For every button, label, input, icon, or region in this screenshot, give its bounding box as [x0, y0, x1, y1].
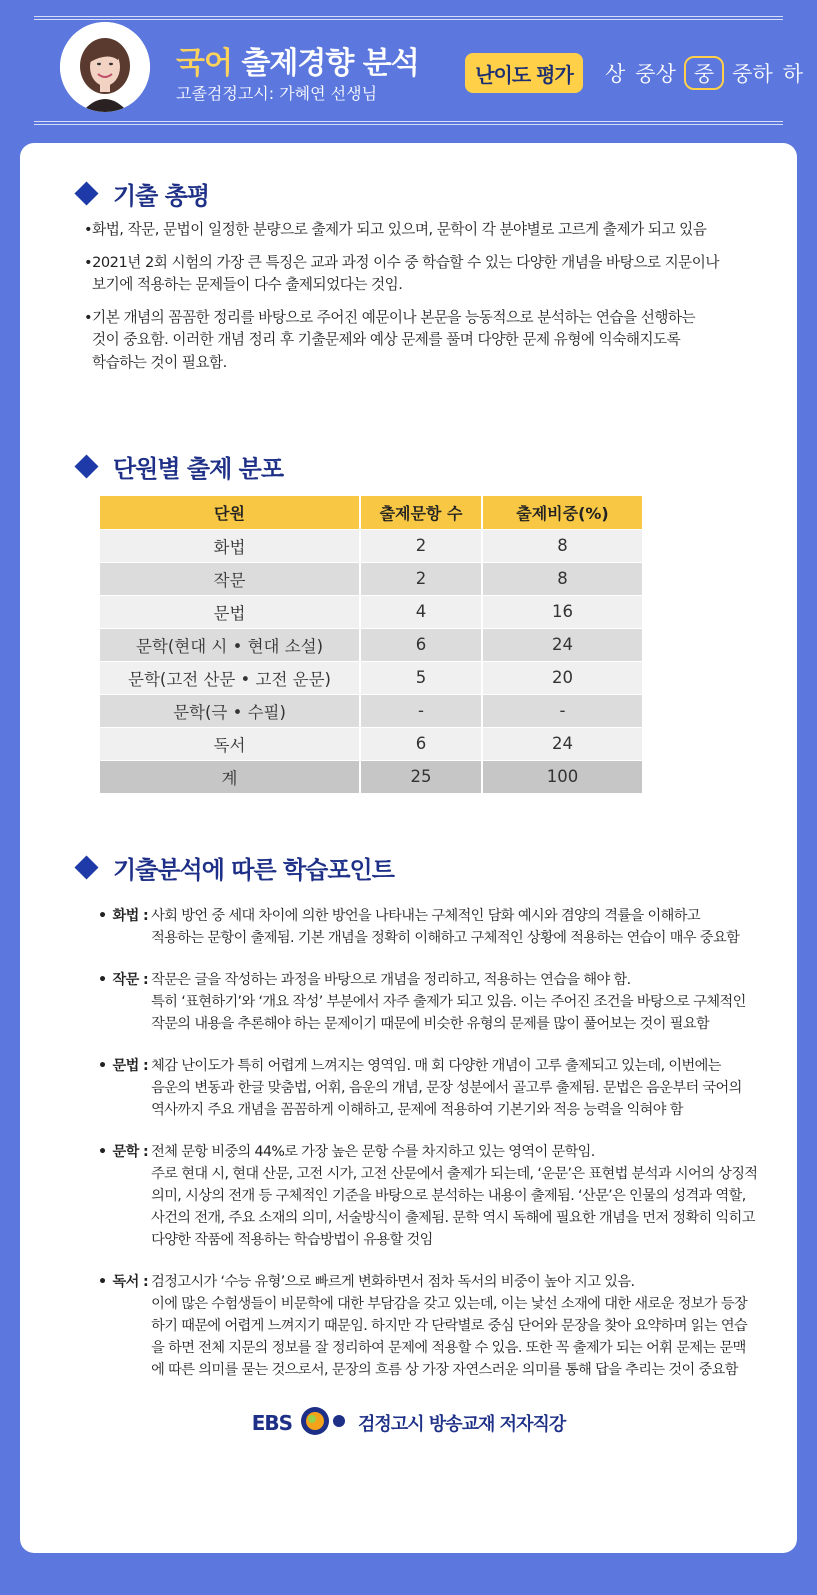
- summary-line: 학습하는 것이 필요함.: [92, 353, 227, 371]
- table-row: [100, 661, 643, 694]
- summary-item: [84, 252, 774, 297]
- difficulty-level-low: 하: [782, 62, 804, 86]
- learning-point-line: 에 따른 의미를 묻는 것으로서, 문장의 흐름 상 가장 자연스러운 의미를 통해 답을 추리는 것이 중요함: [151, 1362, 738, 1378]
- summary-line: •기본 개념의 꼼꼼한 정리를 바탕으로 주어진 예문이나 본문을 능동적으로 분석하는 연습을 선행하는: [84, 308, 696, 326]
- section-title-distribution: [78, 449, 283, 484]
- learning-point-literature: [98, 1141, 783, 1251]
- learning-point-label-text: 화법 :: [112, 908, 149, 924]
- table-cell-count: 5: [360, 661, 482, 694]
- learning-point-label-text: 독서 :: [112, 1274, 149, 1290]
- learning-point-line: 전체 문항 비중의 44%로 가장 높은 문항 수를 차지하고 있는 영역이 문학임.: [151, 1144, 595, 1160]
- learning-point-line: 검정고시가 ‘수능 유형’으로 빠르게 변화하면서 점차 독서의 비중이 높아 지고 있음.: [151, 1274, 635, 1290]
- table-cell-ratio: 8: [482, 529, 643, 562]
- difficulty-level-mid-selected: 중: [684, 56, 724, 90]
- table-cell-count: 4: [360, 595, 482, 628]
- footer-tagline: 검정고시 방송교재 저자직강: [358, 1414, 566, 1435]
- table-total-row: [100, 760, 643, 793]
- table-row: [100, 562, 643, 595]
- section-title-summary: [78, 176, 209, 211]
- learning-point-line: 역사까지 주요 개념을 꼼꼼하게 이해하고, 문제에 적용하여 기본기와 적응 능력을 익혀야 함: [151, 1102, 683, 1118]
- learning-point-line: 적용하는 문항이 출제됨. 기본 개념을 정확히 이해하고 구체적인 상황에 적용하는 연습이 매우 중요함: [151, 930, 740, 946]
- learning-point-text: [151, 1271, 783, 1381]
- footer: [20, 1406, 797, 1440]
- learning-point-speech: [98, 905, 783, 949]
- table-cell-unit: 화법: [100, 529, 360, 562]
- table-header-ratio: 출제비중(%): [482, 496, 643, 529]
- diamond-bullet-icon: [74, 181, 98, 205]
- summary-item: [84, 219, 774, 242]
- learning-point-line: 을 하면 전체 지문의 정보를 잘 정리하여 문제에 적용할 수 있음. 또한 꼭 출제가 되는 어휘 문제는 문맥: [151, 1340, 746, 1356]
- table-cell-ratio: 24: [482, 628, 643, 661]
- ebs-logo-icon: [300, 1406, 346, 1440]
- diamond-bullet-icon: [74, 855, 98, 879]
- table-header-count: 출제문항 수: [360, 496, 482, 529]
- learning-point-label: • 작문 :: [98, 972, 149, 988]
- learning-point-line: 주로 현대 시, 현대 산문, 고전 시가, 고전 산문에서 출제가 되는데, ‘운문’은 표현법 분석과 시어의 상징적: [151, 1166, 758, 1182]
- table-header-row: [100, 496, 643, 529]
- page-title: [176, 38, 419, 82]
- table-cell-unit: 문법: [100, 595, 360, 628]
- learning-point-line: 의미, 시상의 전개 등 구체적인 기준을 바탕으로 분석하는 내용이 출제됨. ‘산문’은 인물의 성격과 역할,: [151, 1188, 746, 1204]
- learning-point-label: • 문학 :: [98, 1144, 149, 1160]
- table-cell-count: 2: [360, 529, 482, 562]
- section-title-summary-text: 기출 총평: [113, 182, 210, 210]
- table-row: [100, 628, 643, 661]
- learning-point-line: 작문의 내용을 추론해야 하는 문제이기 때문에 비슷한 유형의 문제를 많이 풀어보는 것이 필요함: [151, 1016, 710, 1032]
- content-card: [20, 143, 797, 1553]
- table-cell-count: 25: [360, 760, 482, 793]
- learning-point-line: 체감 난이도가 특히 어렵게 느껴지는 영역임. 매 회 다양한 개념이 고루 출제되고 있는데, 이번에는: [151, 1058, 721, 1074]
- summary-item: [84, 307, 774, 375]
- learning-point-line: 특히 ‘표현하기’와 ‘개요 작성’ 부분에서 자주 출제가 되고 있음. 이는 주어진 조건을 바탕으로 구체적인: [151, 994, 746, 1010]
- table-cell-unit: 작문: [100, 562, 360, 595]
- learning-point-text: [151, 969, 783, 1035]
- table-cell-unit: 계: [100, 760, 360, 793]
- section-title-points-text: 기출분석에 따른 학습포인트: [113, 856, 394, 884]
- distribution-table: [100, 496, 644, 793]
- table-cell-ratio: 24: [482, 727, 643, 760]
- difficulty-level-mid-high: 중상: [635, 62, 676, 86]
- learning-point-text: [151, 1055, 783, 1121]
- diamond-bullet-icon: [74, 454, 98, 478]
- header-bottom-rule: [34, 121, 783, 122]
- learning-point-line: 이에 많은 수험생들이 비문학에 대한 부담감을 갖고 있는데, 이는 낯선 소재에 대한 새로운 정보가 등장: [151, 1296, 748, 1312]
- table-cell-unit: 문학(고전 산문 • 고전 운문): [100, 661, 360, 694]
- table-row: [100, 595, 643, 628]
- table-cell-ratio: -: [482, 694, 643, 727]
- ebs-logo-text: EBS: [251, 1411, 293, 1435]
- table-cell-count: 6: [360, 628, 482, 661]
- learning-point-line: 하기 때문에 어렵게 느껴지기 때문임. 하지만 각 단락별로 중심 단어와 문장을 찾아 요약하며 읽는 연습: [151, 1318, 748, 1334]
- section-title-distribution-text: 단원별 출제 분포: [113, 455, 283, 483]
- difficulty-levels: [600, 56, 808, 90]
- learning-point-label-text: 문학 :: [112, 1144, 149, 1160]
- table-cell-ratio: 8: [482, 562, 643, 595]
- learning-point-label: • 화법 :: [98, 908, 149, 924]
- table-cell-ratio: 20: [482, 661, 643, 694]
- header-top-rule: [34, 19, 783, 20]
- learning-points: [98, 905, 783, 1401]
- table-cell-count: 6: [360, 727, 482, 760]
- summary-line: •화법, 작문, 문법이 일정한 분량으로 출제가 되고 있으며, 문학이 각 분야별로 고르게 출제가 되고 있음: [84, 221, 707, 238]
- page-subtitle: 고졸검정고시: 가혜연 선생님: [176, 84, 378, 103]
- difficulty-level-high: 상: [605, 62, 626, 86]
- table-cell-ratio: 100: [482, 760, 643, 793]
- section-title-points: [78, 850, 394, 885]
- difficulty-badge: 난이도 평가: [465, 53, 583, 93]
- learning-point-label: • 문법 :: [98, 1058, 149, 1074]
- table-cell-count: -: [360, 694, 482, 727]
- learning-point-line: 음운의 변동과 한글 맞춤법, 어휘, 음운의 개념, 문장 성분에서 골고루 출제됨. 문법은 음운부터 국어의: [151, 1080, 742, 1096]
- learning-point-writing: [98, 969, 783, 1035]
- learning-point-label-text: 작문 :: [112, 972, 149, 988]
- learning-point-label-text: 문법 :: [112, 1058, 149, 1074]
- learning-point-grammar: [98, 1055, 783, 1121]
- learning-point-line: 작문은 글을 작성하는 과정을 바탕으로 개념을 정리하고, 적용하는 연습을 해야 함.: [151, 972, 631, 988]
- table-cell-unit: 문학(현대 시 • 현대 소설): [100, 628, 360, 661]
- learning-point-line: 사건의 전개, 주요 소재의 의미, 서술방식이 출제됨. 문학 역시 독해에 필요한 개념을 먼저 정확히 익히고: [151, 1210, 755, 1226]
- summary-line: •2021년 2회 시험의 가장 큰 특징은 교과 과정 이수 중 학습할 수 있는 다양한 개념을 바탕으로 지문이나: [84, 253, 719, 271]
- learning-point-reading: [98, 1271, 783, 1381]
- learning-point-line: 다양한 작품에 적용하는 학습방법이 유용할 것임: [151, 1232, 433, 1248]
- table-row: [100, 694, 643, 727]
- page-title-highlight: 국어: [176, 46, 232, 81]
- table-cell-unit: 문학(극 • 수필): [100, 694, 360, 727]
- page-title-rest: 출제경향 분석: [231, 46, 419, 81]
- learning-point-line: 사회 방언 중 세대 차이에 의한 방언을 나타내는 구체적인 담화 예시와 겸양의 격률을 이해하고: [151, 908, 700, 924]
- summary-line: 것이 중요함. 이러한 개념 정리 후 기출문제와 예상 문제를 풀며 다양한 문제 유형에 익숙해지도록: [92, 331, 681, 348]
- learning-point-text: [151, 1141, 783, 1251]
- table-row: [100, 529, 643, 562]
- header-top-rule: [34, 16, 783, 17]
- learning-point-label: • 독서 :: [98, 1274, 149, 1290]
- learning-point-text: [151, 905, 783, 949]
- table-cell-count: 2: [360, 562, 482, 595]
- table-header-unit: 단원: [100, 496, 360, 529]
- difficulty-level-mid-low: 중하: [732, 62, 773, 86]
- summary-line: 보기에 적용하는 문제들이 다수 출제되었다는 것임.: [92, 276, 403, 293]
- header-bottom-rule: [34, 124, 783, 125]
- table-cell-unit: 독서: [100, 727, 360, 760]
- table-row: [100, 727, 643, 760]
- teacher-avatar: [60, 22, 150, 112]
- table-cell-ratio: 16: [482, 595, 643, 628]
- summary-list: [84, 219, 774, 384]
